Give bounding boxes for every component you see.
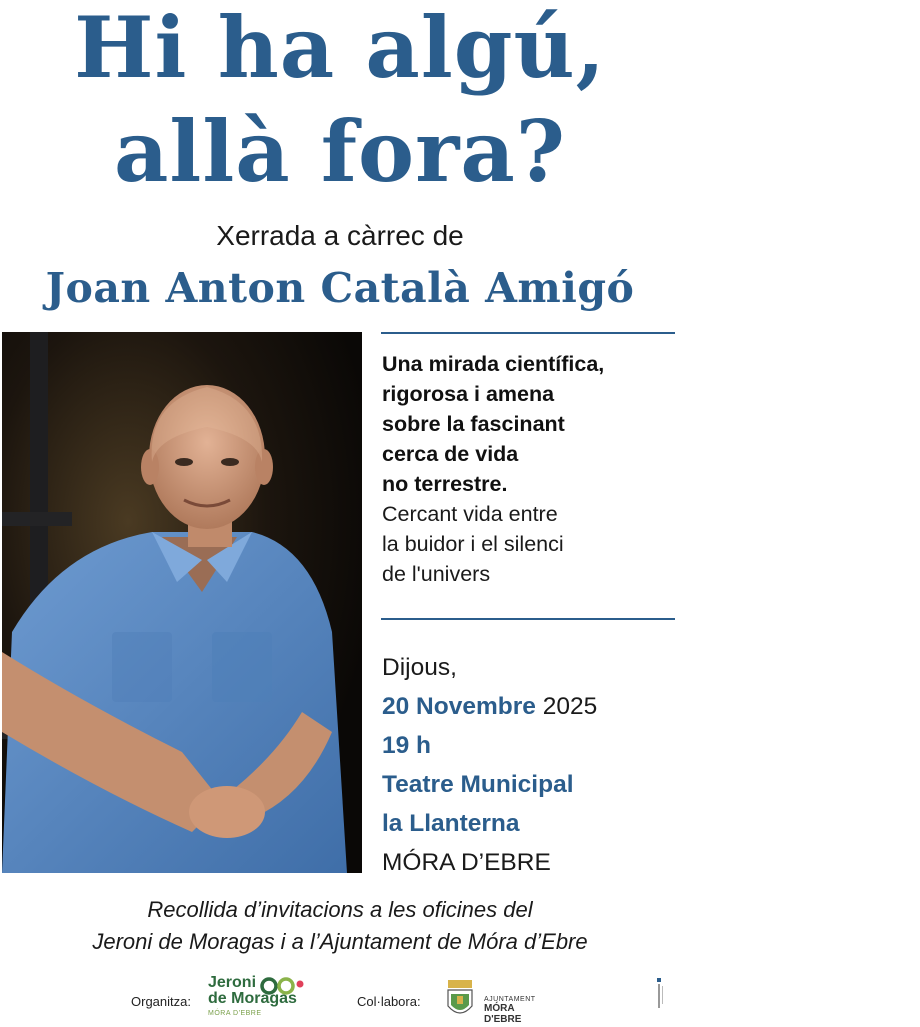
collaborator-label: Col·labora: (357, 994, 421, 1009)
event-date: 20 Novembre (382, 693, 536, 720)
event-day: Dijous, (382, 654, 457, 681)
description-line: no terrestre. (382, 472, 508, 496)
title-line-2: allà fora? (114, 102, 566, 201)
logo-text: Jeroni (208, 974, 257, 991)
description-line: sobre la fascinant (382, 412, 565, 436)
description-line: Una mirada científica, (382, 352, 605, 376)
speaker-photo (2, 332, 362, 873)
logo-text: de Moragas (208, 990, 297, 1007)
title-line-1: Hi ha algú, (74, 0, 606, 97)
event-year: 2025 (542, 693, 598, 720)
divider-bottom (381, 618, 675, 620)
event-date-line (382, 687, 682, 726)
event-town: MÓRA D’EBRE (382, 849, 551, 876)
invitation-line: Recollida d’invitacions a les oficines del (147, 897, 533, 922)
description-line: rigorosa i amena (382, 382, 555, 406)
divider-top (381, 332, 675, 334)
logo-subtext: MÓRA D'EBRE (208, 1010, 262, 1017)
ajuntament-logo (442, 978, 552, 1025)
invitation-note (0, 894, 680, 958)
circles-icon (260, 976, 310, 996)
ajuntament-text: AJUNTAMENT (484, 996, 536, 1003)
jeroni-de-moragas-logo (208, 975, 318, 1023)
town-crest-icon (442, 978, 482, 1022)
speaker-name: Joan Anton Català Amigó (45, 264, 635, 312)
ajuntament-town: MÓRA D'EBRE (484, 1003, 522, 1025)
description-tagline: de l'univers (382, 562, 491, 586)
event-venue-1: Teatre Municipal (382, 771, 574, 798)
description-tagline: la buidor i el silenci (382, 532, 564, 556)
description-tagline: Cercant vida entre (382, 502, 558, 526)
event-venue-2: la Llanterna (382, 810, 520, 837)
invitation-line: Jeroni de Moragas i a l’Ajuntament de Móra d’Ebre (92, 929, 588, 954)
organizer-label: Organitza: (131, 994, 191, 1009)
speaker-portrait-image (2, 332, 362, 873)
event-time: 19 h (382, 732, 432, 759)
subtitle: Xerrada a càrrec de (216, 220, 464, 251)
description-line: cerca de vida (382, 442, 519, 466)
description (382, 349, 682, 589)
event-details (382, 648, 682, 882)
small-sponsor-logo (652, 976, 666, 1016)
